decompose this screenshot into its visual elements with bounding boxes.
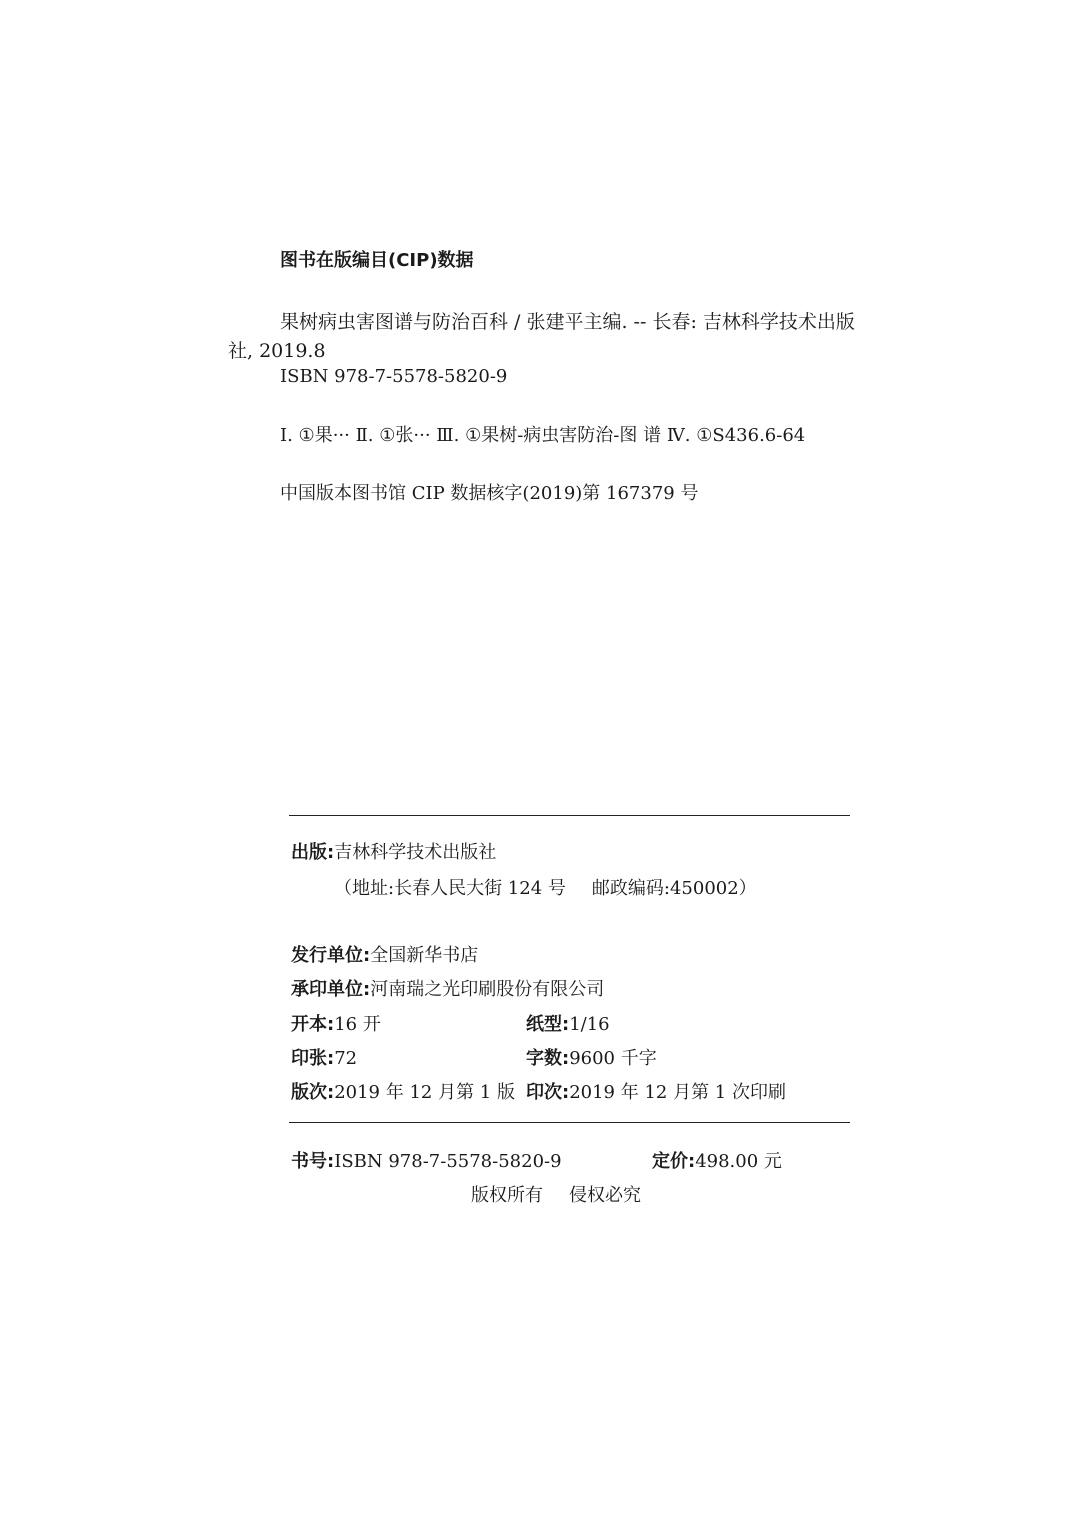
- cip-title: 图书在版编目(CIP)数据: [280, 250, 474, 271]
- postcode-label: 邮政编码:: [591, 878, 670, 899]
- edition-label: 版次:: [291, 1082, 335, 1103]
- copyright-notice: [471, 1181, 641, 1207]
- paper-value: 1/16: [569, 1014, 610, 1035]
- format-row: [291, 1010, 381, 1036]
- words-row: [526, 1044, 657, 1070]
- publisher-value: 吉林科学技术出版社: [334, 842, 497, 863]
- impression-row: [526, 1078, 786, 1104]
- format-label: 开本:: [291, 1014, 335, 1035]
- address-label: （地址:: [334, 878, 395, 899]
- price-value: 498.00 元: [695, 1151, 782, 1172]
- impression-label: 印次:: [526, 1082, 570, 1103]
- distributor-value: 全国新华书店: [370, 945, 479, 966]
- format-value: 16 开: [334, 1014, 381, 1035]
- bottom-divider: [289, 1122, 850, 1123]
- price-row: [652, 1147, 782, 1173]
- distributor-label: 发行单位:: [291, 945, 371, 966]
- publisher-label: 出版:: [291, 842, 335, 863]
- infringement-notice: 侵权必究: [569, 1185, 641, 1206]
- impression-value: 2019 年 12 月第 1 次印刷: [569, 1082, 786, 1103]
- address-row: [334, 874, 757, 900]
- edition-value: 2019 年 12 月第 1 版: [334, 1082, 515, 1103]
- book-number-label: 书号:: [291, 1151, 335, 1172]
- price-label: 定价:: [652, 1151, 696, 1172]
- printer-row: [291, 975, 604, 1001]
- book-number-row: [291, 1147, 562, 1173]
- printer-value: 河南瑞之光印刷股份有限公司: [370, 979, 605, 1000]
- sheets-row: [291, 1044, 357, 1070]
- address-value: 长春人民大街 124 号: [394, 878, 566, 899]
- sheets-value: 72: [334, 1048, 358, 1069]
- publisher-row: [291, 838, 496, 864]
- cip-check-number: 中国版本图书馆 CIP 数据核字(2019)第 167379 号: [280, 483, 699, 504]
- printer-label: 承印单位:: [291, 979, 371, 1000]
- cip-entry-line2: 社, 2019.8: [228, 340, 326, 362]
- book-number-value: ISBN 978-7-5578-5820-9: [334, 1151, 562, 1172]
- paper-label: 纸型:: [526, 1014, 570, 1035]
- cip-classification: Ⅰ. ①果··· Ⅱ. ①张··· Ⅲ. ①果树-病虫害防治-图 谱 Ⅳ. ①S436.6-64: [280, 425, 806, 446]
- top-divider: [289, 815, 850, 816]
- rights-reserved: 版权所有: [471, 1185, 543, 1206]
- cip-entry-line1: 果树病虫害图谱与防治百科 / 张建平主编. -- 长春: 吉林科学技术出版: [280, 311, 855, 333]
- distributor-row: [291, 941, 478, 967]
- paper-row: [526, 1010, 610, 1036]
- cip-isbn: ISBN 978-7-5578-5820-9: [280, 366, 508, 387]
- words-value: 9600 千字: [569, 1048, 657, 1069]
- postcode-value: 450002）: [669, 878, 757, 899]
- edition-row: [291, 1078, 515, 1104]
- sheets-label: 印张:: [291, 1048, 335, 1069]
- words-label: 字数:: [526, 1048, 570, 1069]
